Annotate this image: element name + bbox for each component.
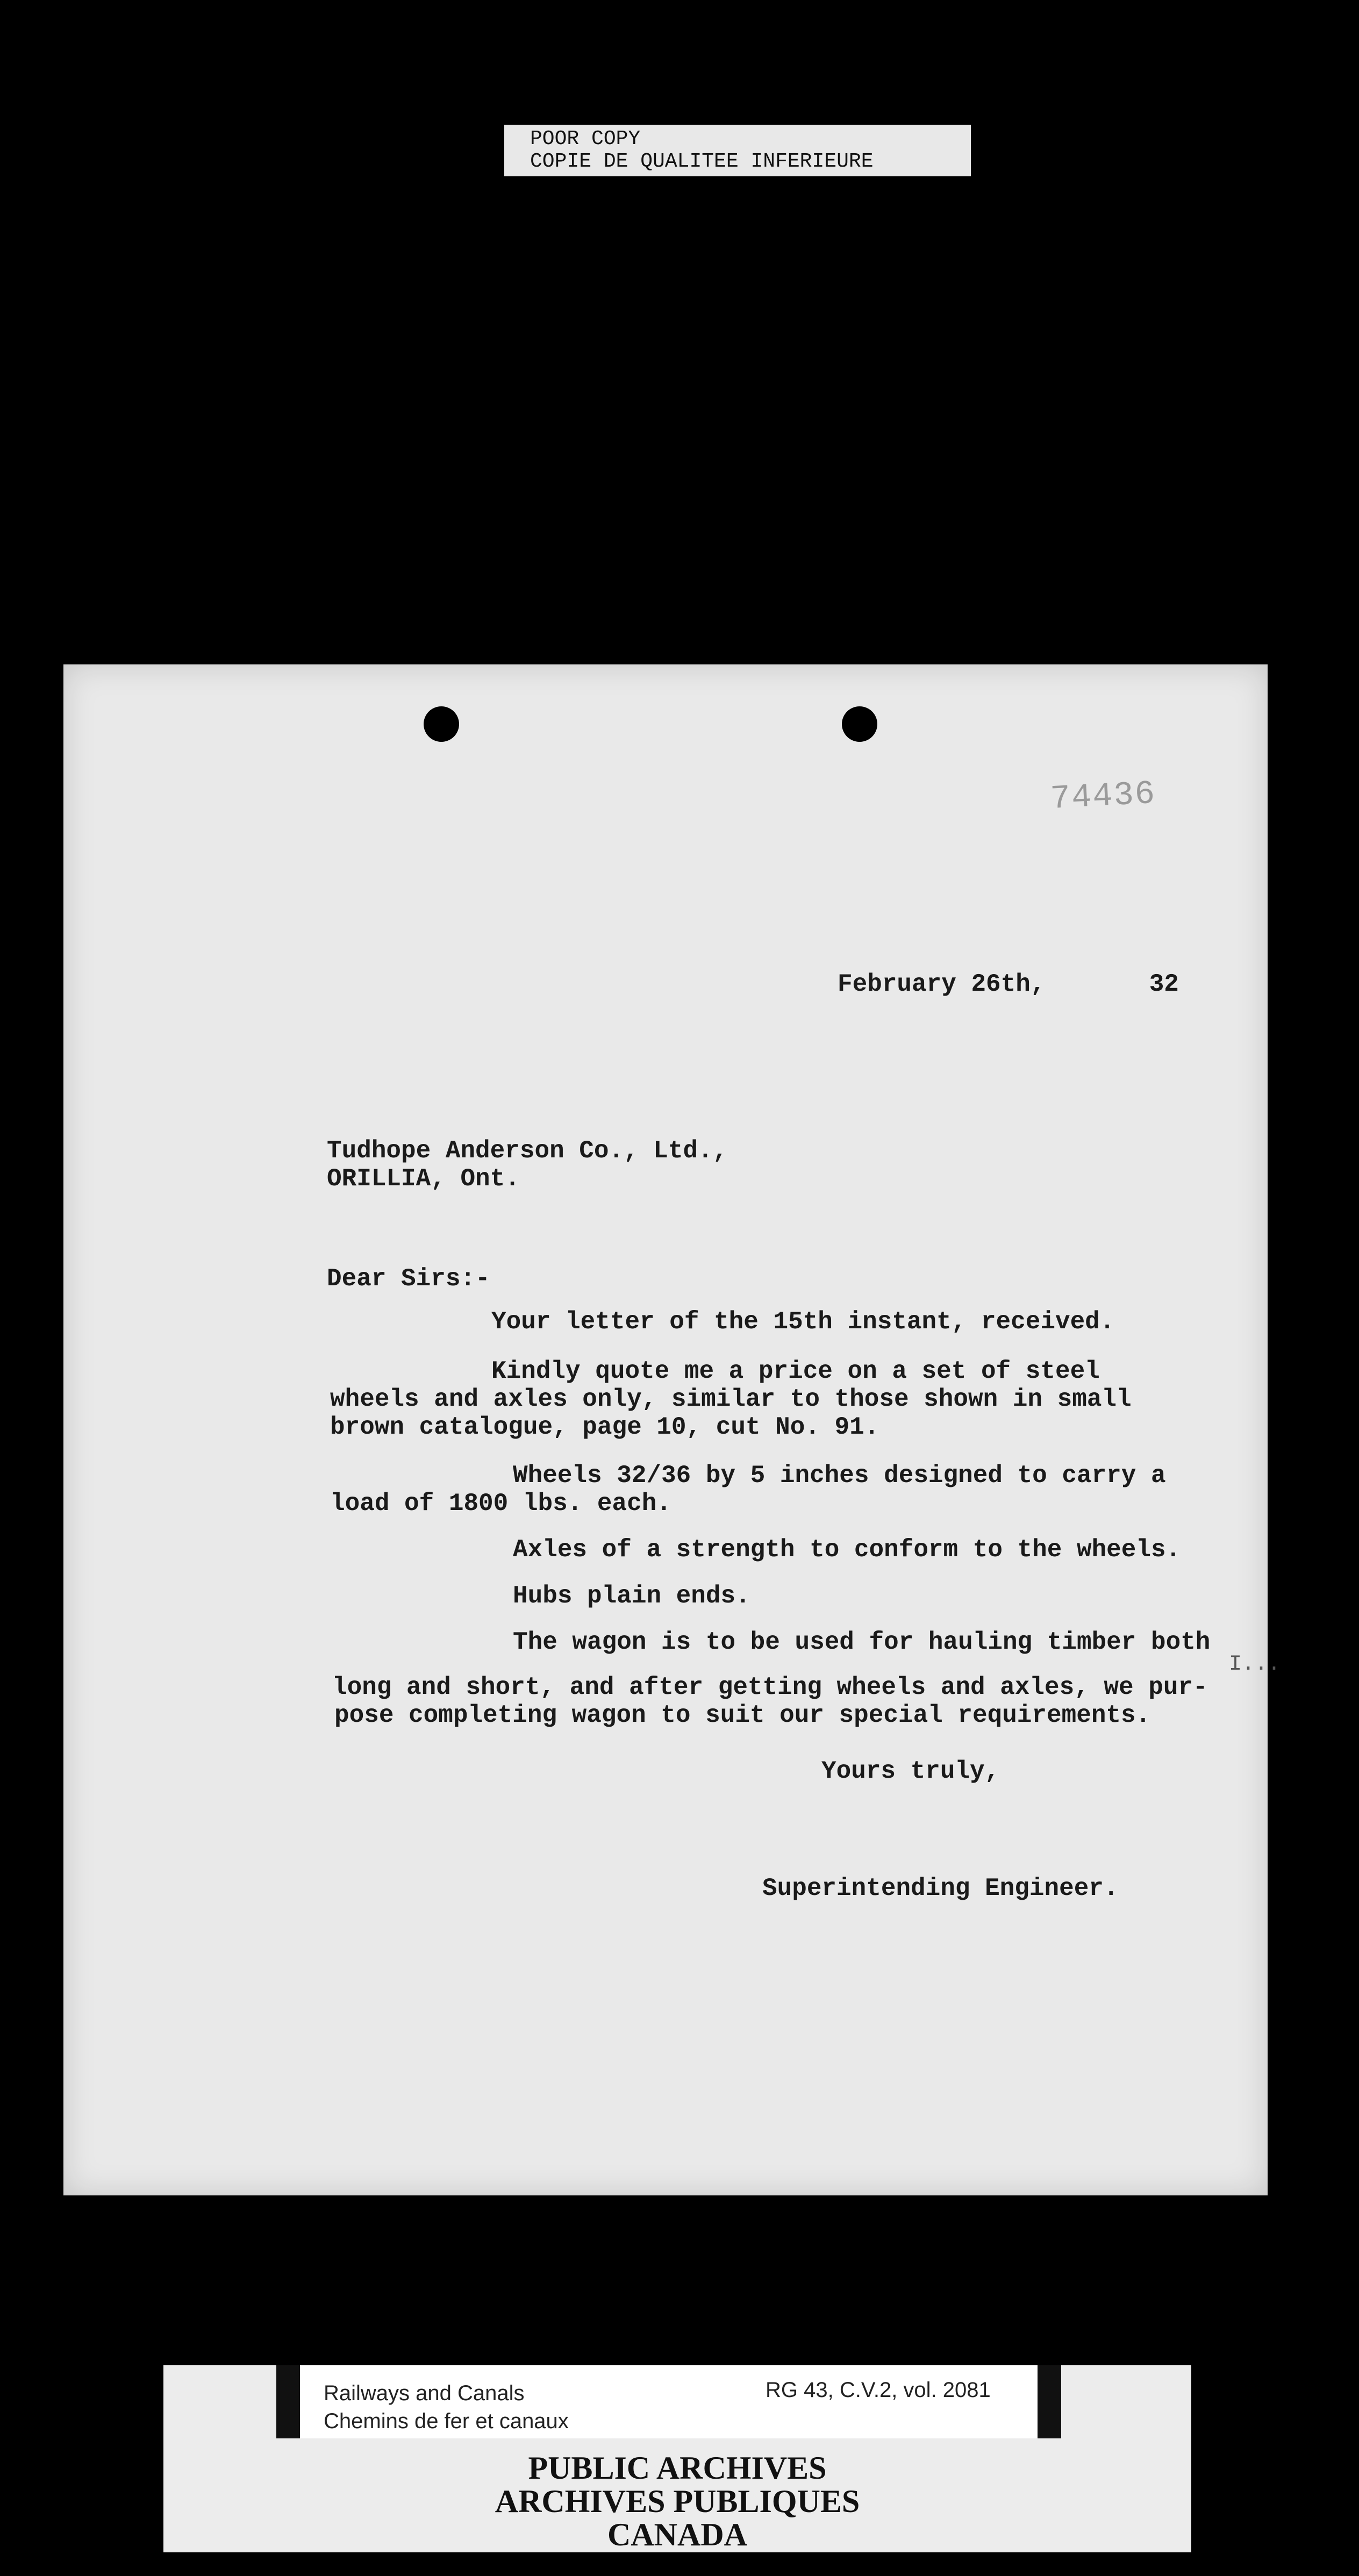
file-number-stamp: 74436 bbox=[1049, 774, 1157, 819]
paragraph-line: Kindly quote me a price on a set of steel bbox=[491, 1357, 1100, 1385]
paragraph-line: Your letter of the 15th instant, received. bbox=[491, 1308, 1115, 1336]
paragraph-line: load of 1800 lbs. each. bbox=[330, 1490, 671, 1518]
paragraph-line: Hubs plain ends. bbox=[513, 1582, 750, 1610]
poor-copy-line-en: POOR COPY bbox=[530, 127, 641, 151]
letter-page bbox=[63, 664, 1281, 2195]
recipient-address: ORILLIA, Ont. bbox=[327, 1165, 520, 1193]
record-group-reference: RG 43, C.V.2, vol. 2081 bbox=[766, 2378, 991, 2402]
paragraph-line: wheels and axles only, similar to those shown in small bbox=[330, 1385, 1132, 1413]
letter-date: February 26th, 32 bbox=[838, 970, 1179, 998]
paragraph-line: long and short, and after getting wheels and axles, we pur- bbox=[332, 1673, 1208, 1701]
paragraph-line: Axles of a strength to conform to the wheels. bbox=[513, 1536, 1181, 1564]
recipient-name: Tudhope Anderson Co., Ltd., bbox=[327, 1137, 728, 1165]
salutation: Dear Sirs:- bbox=[327, 1265, 490, 1293]
archive-label bbox=[163, 2365, 1191, 2552]
archives-line-en: PUBLIC ARCHIVES bbox=[528, 2450, 827, 2486]
paragraph-line: brown catalogue, page 10, cut No. 91. bbox=[330, 1413, 879, 1441]
paragraph-line: The wagon is to be used for hauling timber both bbox=[513, 1628, 1211, 1656]
archives-line-fr: ARCHIVES PUBLIQUES bbox=[495, 2484, 860, 2519]
paragraph-line: Wheels 32/36 by 5 inches designed to carry a bbox=[513, 1462, 1166, 1490]
poor-copy-line-fr: COPIE DE QUALITEE INFERIEURE bbox=[530, 150, 874, 173]
archives-line-country: CANADA bbox=[607, 2517, 747, 2552]
signature-title: Superintending Engineer. bbox=[762, 1874, 1119, 1902]
closing: Yours truly, bbox=[821, 1757, 1000, 1785]
archives-name bbox=[163, 2451, 1191, 2551]
archive-reference-strip bbox=[276, 2365, 1061, 2438]
poor-copy-label bbox=[504, 125, 971, 176]
department-french: Chemins de fer et canaux bbox=[324, 2409, 569, 2433]
margin-note: I... bbox=[1229, 1652, 1281, 1677]
letter-body bbox=[63, 664, 1268, 2195]
department-english: Railways and Canals bbox=[324, 2381, 525, 2405]
paragraph-line: pose completing wagon to suit our special requirements. bbox=[334, 1701, 1151, 1729]
